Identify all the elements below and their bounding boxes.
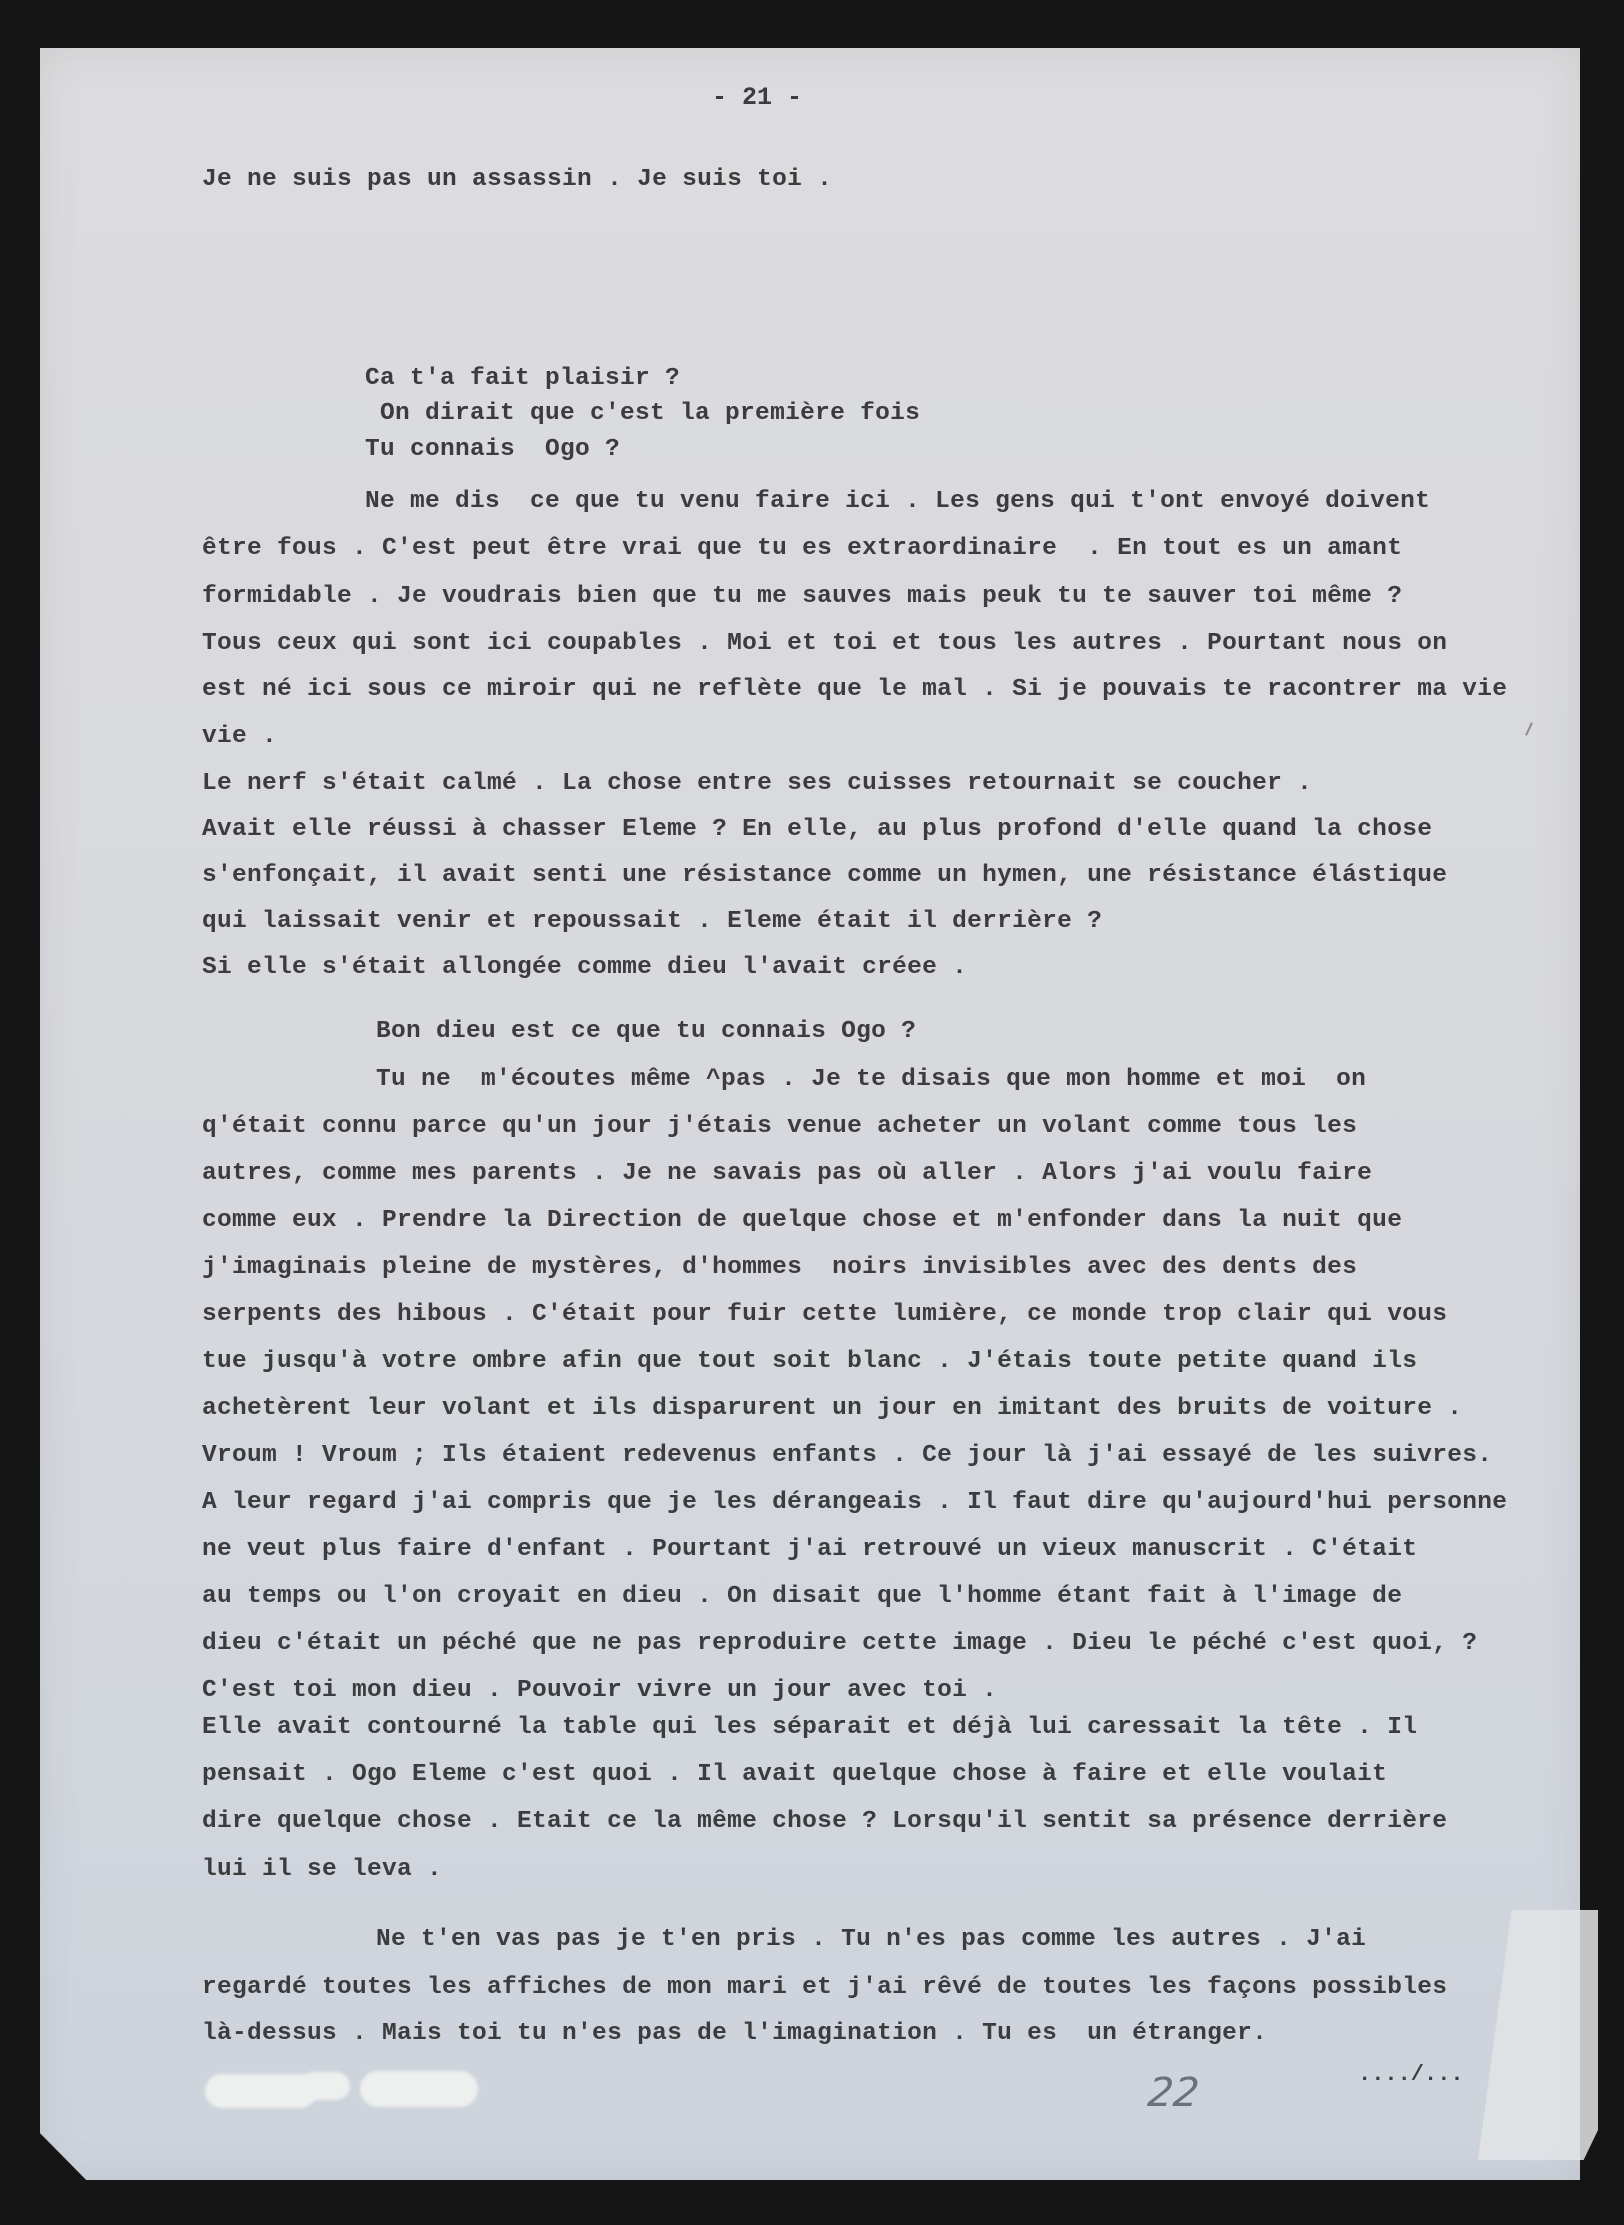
text-line: Le nerf s'était calmé . La chose entre ses cuisses retournait se coucher . [202, 770, 1313, 797]
text-line: Elle avait contourné la table qui les séparait et déjà lui caressait la tête . Il [202, 1714, 1418, 1741]
text-line: Tous ceux qui sont ici coupables . Moi et toi et tous les autres . Pourtant nous on [202, 630, 1448, 657]
dialogue-line: Ne t'en vas pas je t'en pris . Tu n'es pas comme les autres . J'ai [376, 1926, 1367, 1953]
text-line: s'enfonçait, il avait senti une résistance comme un hymen, une résistance élástique [202, 862, 1448, 889]
text-line: A leur regard j'ai compris que je les dérangeais . Il faut dire qu'aujourd'hui personne [202, 1489, 1508, 1516]
text-line: C'est toi mon dieu . Pouvoir vivre un jour avec toi . [202, 1677, 998, 1704]
text-line: serpents des hibous . C'était pour fuir cette lumière, ce monde trop clair qui vous [202, 1301, 1448, 1328]
text-line: pensait . Ogo Eleme c'est quoi . Il avait quelque chose à faire et elle voulait [202, 1761, 1388, 1788]
text-line: formidable . Je voudrais bien que tu me sauves mais peuk tu te sauver toi même ? [202, 583, 1403, 610]
text-line: achetèrent leur volant et ils disparurent un jour en imitant des bruits de voiture . [202, 1395, 1463, 1422]
text-line: dieu c'était un péché que ne pas reproduire cette image . Dieu le péché c'est quoi, ? [202, 1630, 1478, 1657]
handwritten-page-number: 22 [1145, 2070, 1202, 2116]
continuation-marker: ..../... [1358, 2062, 1464, 2087]
text-line: vie . [202, 723, 278, 750]
text-line: Tu ne m'écoutes même ^pas . Je te disais que mon homme et moi on [376, 1066, 1367, 1093]
redacted-area [360, 2071, 478, 2107]
text-line: regardé toutes les affiches de mon mari et j'ai rêvé de toutes les façons possibles [202, 1974, 1448, 2001]
dialogue-line: Ca t'a fait plaisir ? [365, 365, 681, 392]
text-line: q'était connu parce qu'un jour j'étais venue acheter un volant comme tous les [202, 1113, 1358, 1140]
text-line: dire quelque chose . Etait ce la même chose ? Lorsqu'il sentit sa présence derrière [202, 1808, 1448, 1835]
text-line: tue jusqu'à votre ombre afin que tout soit blanc . J'étais toute petite quand ils [202, 1348, 1418, 1375]
page-number: - 21 - [712, 83, 803, 112]
text-line: au temps ou l'on croyait en dieu . On disait que l'homme étant fait à l'image de [202, 1583, 1403, 1610]
text-line: Vroum ! Vroum ; Ils étaient redevenus enfants . Ce jour là j'ai essayé de les suivres. [202, 1442, 1493, 1469]
text-line: être fous . C'est peut être vrai que tu es extraordinaire . En tout es un amant [202, 535, 1403, 562]
dialogue-line: Tu connais Ogo ? [365, 436, 621, 463]
redacted-area [300, 2072, 350, 2100]
text-line: est né ici sous ce miroir qui ne reflète que le mal . Si je pouvais te racontrer ma vie [202, 676, 1508, 703]
text-line: Avait elle réussi à chasser Eleme ? En elle, au plus profond d'elle quand la chose [202, 816, 1433, 843]
text-line: là-dessus . Mais toi tu n'es pas de l'imagination . Tu es un étranger. [202, 2020, 1268, 2047]
text-line: Je ne suis pas un assassin . Je suis toi . [202, 166, 833, 193]
dialogue-line: On dirait que c'est la première fois [365, 400, 921, 427]
text-line: autres, comme mes parents . Je ne savais pas où aller . Alors j'ai voulu faire [202, 1160, 1373, 1187]
text-line: j'imaginais pleine de mystères, d'hommes noirs invisibles avec des dents des [202, 1254, 1358, 1281]
text-line: Ne me dis ce que tu venu faire ici . Les gens qui t'ont envoyé doivent [365, 488, 1431, 515]
text-line: Si elle s'était allongée comme dieu l'avait créee . [202, 954, 968, 981]
dialogue-line: Bon dieu est ce que tu connais Ogo ? [376, 1018, 917, 1045]
text-line: comme eux . Prendre la Direction de quelque chose et m'enfonder dans la nuit que [202, 1207, 1403, 1234]
text-line: lui il se leva . [202, 1856, 443, 1883]
text-line: qui laissait venir et repoussait . Eleme était il derrière ? [202, 908, 1103, 935]
text-line: ne veut plus faire d'enfant . Pourtant j'ai retrouvé un vieux manuscrit . C'était [202, 1536, 1418, 1563]
